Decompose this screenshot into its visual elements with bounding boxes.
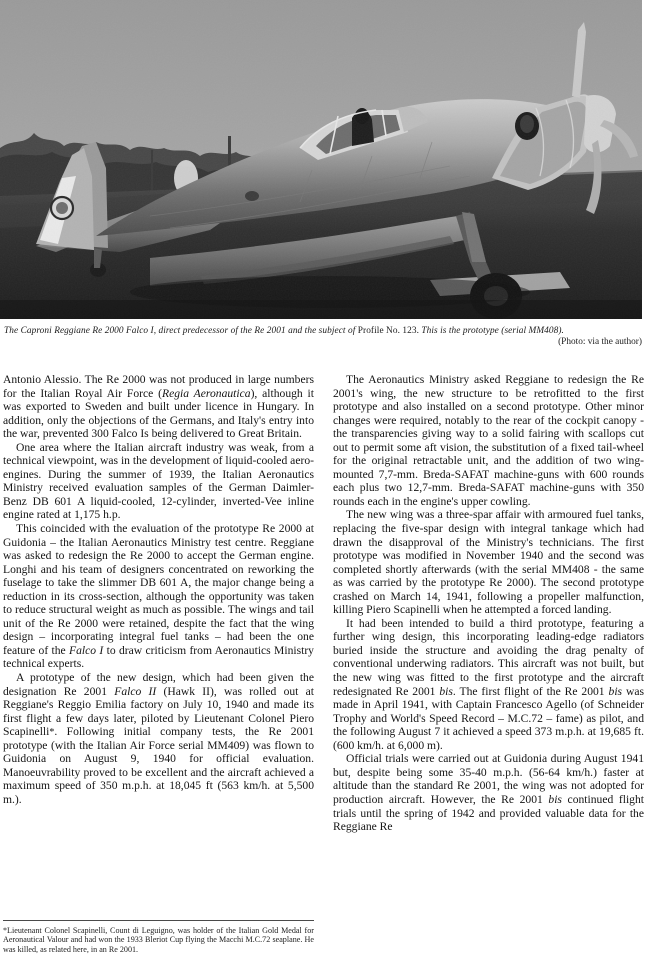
term-regia-aeronautica: Regia Aeronautica bbox=[162, 386, 251, 400]
photo-caption bbox=[4, 326, 642, 338]
paragraph: One area where the Italian aircraft industry was weak, from a technical viewpoint, was in the development of liquid-cooled aero-engines. During the summer of 1939, the Italian Aeronautics Ministry received evaluation samples of the German Daimler-Benz DB 601 A liquid-cooled, 12-cylinder, inverted-Vee inline engine rated at 1,175 h.p. bbox=[3, 440, 314, 522]
footnote-divider bbox=[3, 920, 314, 921]
footnote-block bbox=[3, 920, 314, 954]
term-falco-i: Falco I bbox=[69, 643, 104, 657]
term-falco-ii: Falco II bbox=[114, 684, 157, 698]
aircraft-photograph-image bbox=[0, 0, 642, 319]
right-column bbox=[333, 373, 644, 918]
article-body bbox=[3, 373, 644, 918]
photo-caption-profile-ref: Profile No. 123. bbox=[357, 326, 419, 336]
term-bis-3: bis bbox=[548, 792, 562, 806]
footnote-marker: * bbox=[49, 727, 55, 739]
paragraph: Antonio Alessio. The Re 2000 was not produced in large numbers for the Italian Royal Air Force (Regia Aeronautica), although it was exported to Sweden and built under licence in Hungary. In addition, only the objections of the Germans, and Italy's entry into the war, prevented 300 Falco Is being delivered to Great Britain. bbox=[3, 373, 314, 441]
term-bis-1: bis bbox=[439, 684, 453, 698]
paragraph: This coincided with the evaluation of the prototype Re 2000 at Guidonia – the Italian Aeronautics Ministry test centre. Reggiane was asked to redesign the Re 2000 to accept the German engine. Longhi and his team of designers concentrated on reworking the fuselage to take the slimmer DB 601 A, the major change being a reduction in its cross-section, although the opportunity was taken to reduce structural weight as much as possible. The wings and tail unit of the Re 2000 were retained, despite the fact that the wing design – incorporating integral fuel tanks – had been the one feature of the Falco I to draw criticism from Aeronautics Ministry technical experts. bbox=[3, 522, 314, 671]
term-bis-2: bis bbox=[608, 684, 623, 698]
paragraph: The Aeronautics Ministry asked Reggiane to redesign the Re 2001's wing, the new structure to be retrofitted to the first prototype and also installed on a second prototype. Other minor changes were required, notably to the rear of the cockpit canopy - the transparencies giving way to a solid fairing with scallops cut out to permit some aft vision, the substitution of a fixed tail-wheel for the original retractable unit, and the addition of two wing-mounted 7,7-mm. Breda-SAFAT machine-guns with 600 rounds each plus two 12,7-mm. Breda-SAFAT machine-guns with 350 rounds each in the engine's upper cowling. bbox=[333, 373, 644, 508]
paragraph: A prototype of the new design, which had been given the designation Re 2001 Falco II (Hawk II), was rolled out at Reggiane's Reggio Emilia factory on July 10, 1940 and made its first flight a few days later, piloted by Lieutenant Colonel Piero Scapinelli*. Following initial company tests, the Re 2001 prototype (with the Italian Air Force serial MM409) was flown to Guidonia on August 9, 1940 for official evaluation. Manoeuvrability proved to be excellent and the aircraft achieved a maximum speed of 350 m.p.h. at 18,045 ft (563 km/h. at 5,500 m.). bbox=[3, 671, 314, 806]
left-column bbox=[3, 373, 314, 918]
footnote-paragraph: *Lieutenant Colonel Scapinelli, Count di Leguigno, was holder of the Italian Gold Medal for Aeronautical Valour and had won the 1933 Bleriot Cup flying the Macchi M.C.72 seaplane. He was killed, as related here, in an Re 2001. bbox=[3, 926, 314, 954]
paragraph: Official trials were carried out at Guidonia during August 1941 but, despite being some 35-40 m.p.h. (56-64 km/h.) faster at altitude than the standard Re 2001, the wing was not adopted for production aircraft. However, the Re 2001 bis continued flight trials until the spring of 1942 and provided valuable data for the Reggiane Re bbox=[333, 752, 644, 834]
paragraph: The new wing was a three-spar affair with armoured fuel tanks, replacing the five-spar design with integral tankage which had drawn the disapproval of the Ministry's technicians. The first prototype was modified in November 1940 and the second was completed shortly afterwards (with the serial MM408 - the same as was carried by the prototype Re 2000). The second prototype crashed on March 14, 1941, following a propeller malfunction, killing Piero Scapinelli when he attempted a forced landing. bbox=[333, 508, 644, 617]
photo-caption-part1: The Caproni Reggiane Re 2000 Falco I, direct predecessor of the Re 2001 and the subject of bbox=[4, 326, 358, 336]
photo-caption-part2: This is the prototype (serial MM408). bbox=[418, 326, 564, 336]
paragraph: It had been intended to build a third prototype, featuring a further wing design, this incorporating leading-edge radiators buried inside the structure and avoiding the drag penalty of conventional underwing radiators. This aircraft was not built, but the new wing was fitted to the first prototype and the aircraft redesignated Re 2001 bis. The first flight of the Re 2001 bis was made in April 1941, with Captain Francesco Agello (of Schneider Trophy and World's Speed Record – M.C.72 – fame) as pilot, and the following August 7 it achieved a speed 373 m.p.h. at 19,685 ft. (600 km/h. at 6,000 m). bbox=[333, 616, 644, 752]
photo-credit: (Photo: via the author) bbox=[558, 337, 642, 347]
aircraft-photograph bbox=[0, 0, 642, 319]
footnote-text bbox=[3, 926, 314, 954]
